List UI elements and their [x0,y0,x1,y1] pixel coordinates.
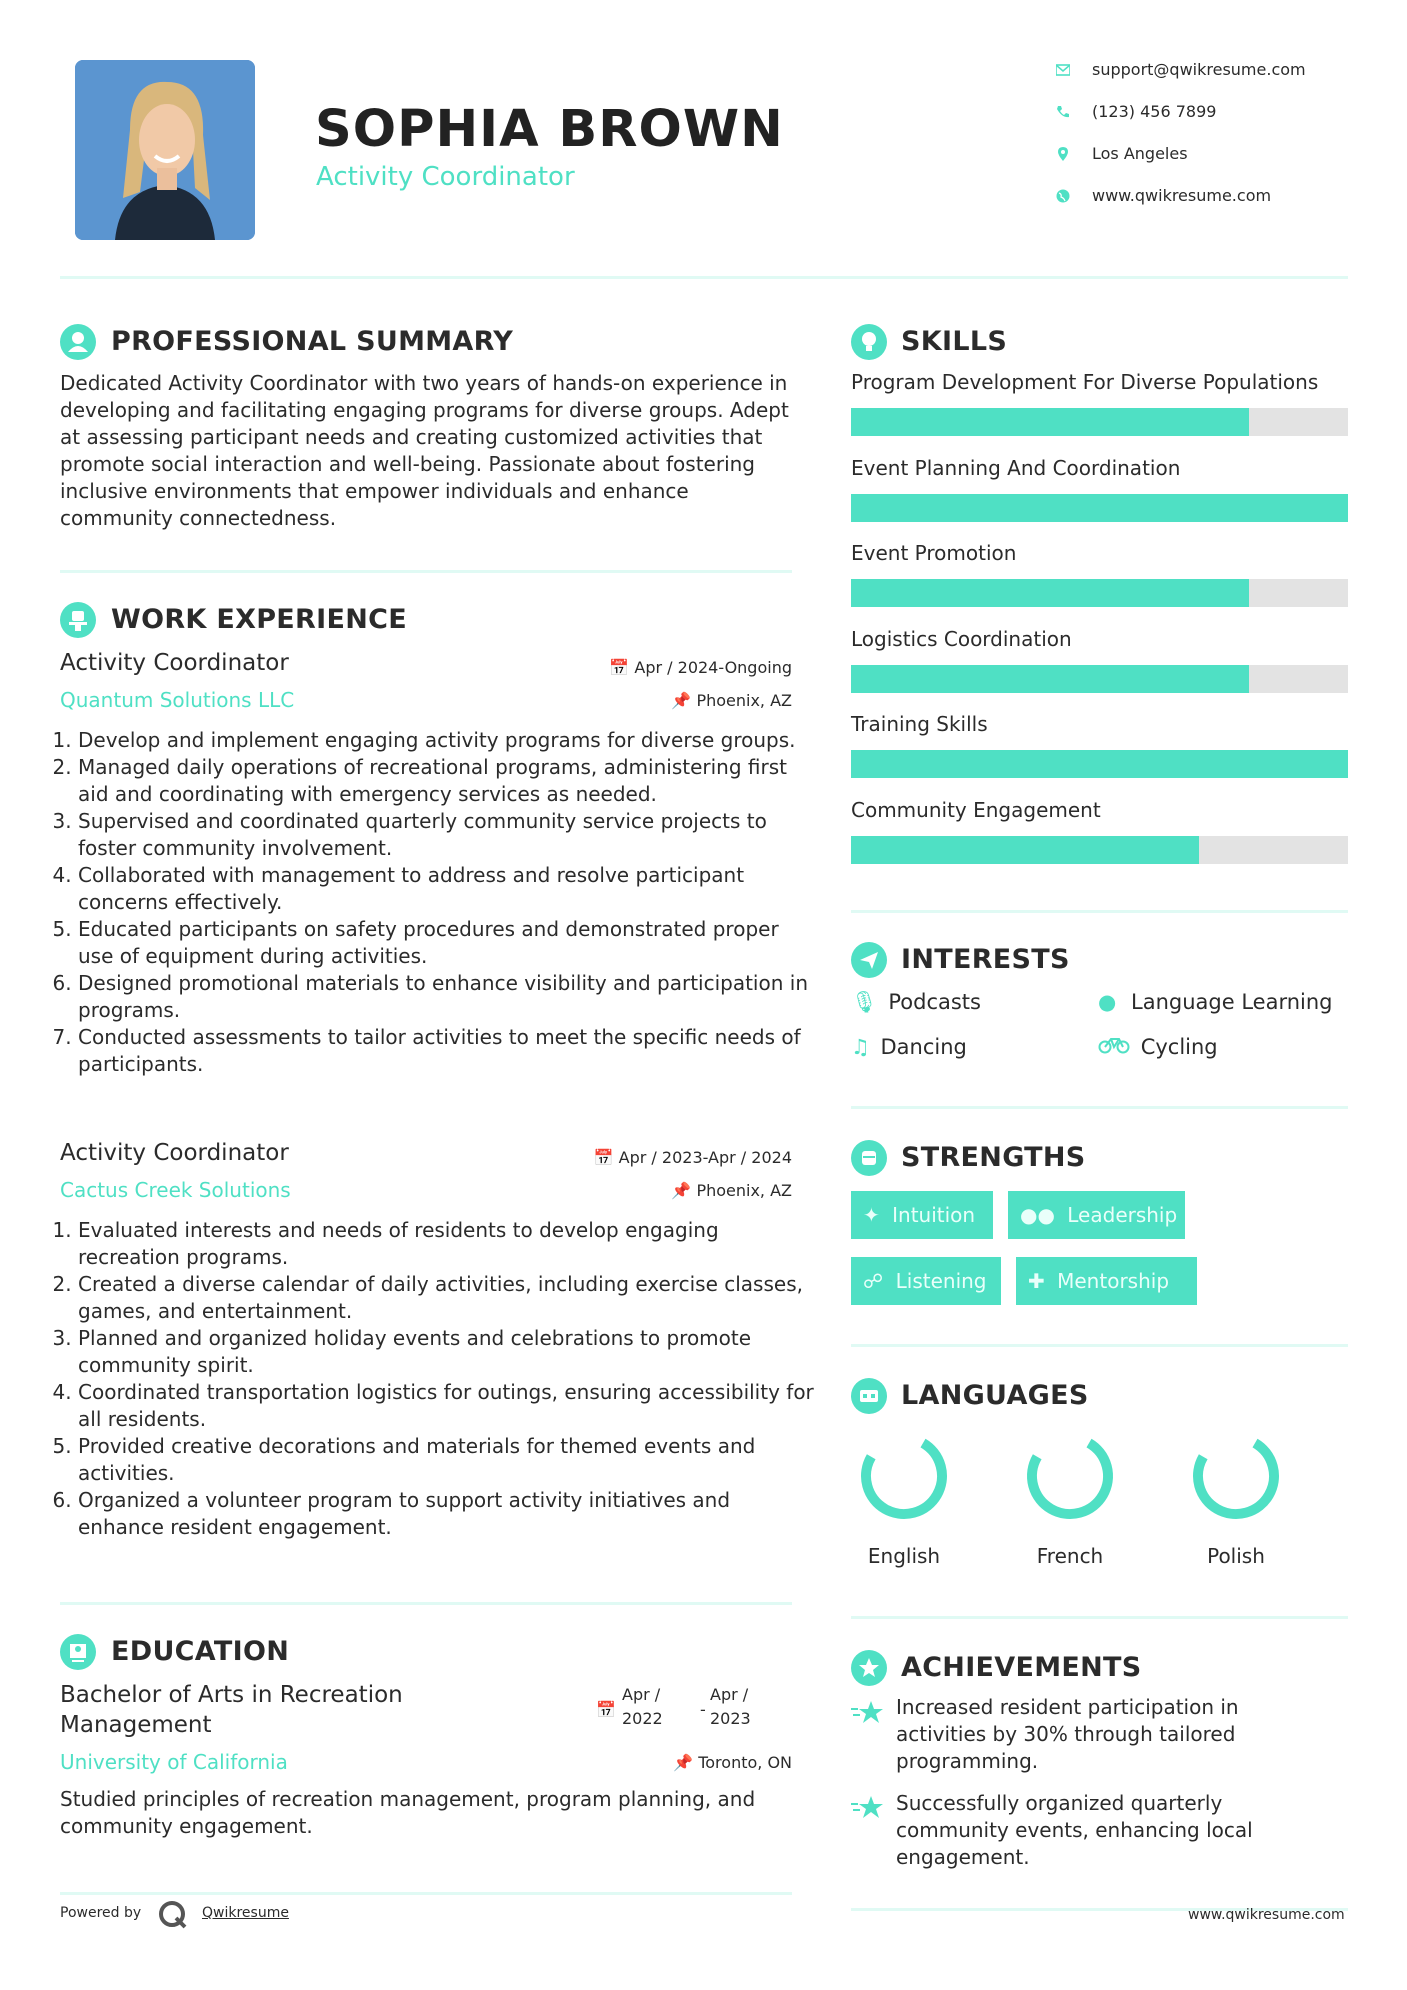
experience-heading: WORK EXPERIENCE [111,604,407,635]
lightbulb-icon [851,324,887,360]
job-2-company: Cactus Creek Solutions [60,1178,291,1202]
language-ring-arc [860,1432,948,1520]
experience-divider [60,1602,792,1605]
summary-divider [60,570,792,573]
strength-label: Listening [895,1269,987,1293]
skill-bar-fill [851,665,1249,693]
calendar-icon: 📅 [609,658,630,677]
job-2-location [600,1181,792,1200]
interest-dancing [851,1035,967,1059]
interests-heading: INTERESTS [901,944,1070,975]
list-item: 7. Conducted assessments to tailor activities to meet the specific needs of participants. [78,1024,818,1078]
job-2-title: Activity Coordinator [60,1140,289,1166]
list-item: 4. Collaborated with management to address and resolve participant concerns effectively. [78,862,818,916]
skill-name: Logistics Coordination [851,626,1072,651]
briefcase-icon [60,602,96,638]
language-icon [851,1378,887,1414]
pin-icon: 📌 [671,691,692,710]
skill-bar [851,408,1348,436]
edu-start-a: Apr / [622,1685,661,1704]
summary-text: Dedicated Activity Coordinator with two years of hands-on experience in developing and facilitating engaging programs for diverse groups. Adept at assessing participant needs and creating customized activities that promote social interaction and well-being. Passionate about fostering inclusive environments that empower individuals and enhance community connectedness. [60,371,789,530]
interest-podcasts [851,990,981,1015]
list-item: 3. Supervised and coordinated quarterly community service projects to foster community involvement. [78,808,818,862]
education-heading: EDUCATION [111,1636,290,1667]
powered-by-label: Powered by [60,1905,142,1921]
candidate-role: Activity Coordinator [316,162,575,192]
language-ring [1192,1432,1280,1524]
job-2-location-text: Phoenix, AZ [696,1181,792,1200]
header-divider [60,276,1348,279]
qwikresume-link[interactable]: Qwikresume [202,1905,289,1921]
skill-name: Event Planning And Coordination [851,455,1181,480]
footer-divider-left [60,1892,792,1895]
list-item: 1. Evaluated interests and needs of residents to develop engaging recreation programs. [78,1217,818,1271]
phone-text: (123) 456 7899 [1092,102,1217,121]
edu-separator: - [700,1700,706,1719]
language-name: French [1036,1544,1104,1568]
interests-divider [851,1106,1348,1109]
job-2-dates [560,1148,792,1167]
skill-bar [851,836,1348,864]
users-icon: ●● [1020,1203,1055,1227]
language-name: Polish [1207,1544,1265,1568]
skill-bar-fill [851,579,1249,607]
map-pin-icon [1056,146,1070,160]
website-text: www.qwikresume.com [1092,186,1272,205]
strength-label: Intuition [892,1203,976,1227]
phone-icon [1056,104,1070,118]
skill-bar [851,579,1348,607]
candidate-name: SOPHIA BROWN [315,100,784,159]
list-item: 2. Managed daily operations of recreational programs, administering first aid and coordinating with emergency services as needed. [78,754,818,808]
calendar-icon: 📅 [593,1148,614,1167]
edu-description: Studied principles of recreation management, program planning, and community engagement. [60,1787,756,1838]
strength-label: Mentorship [1057,1269,1170,1293]
profile-photo [75,60,255,240]
list-item: 3. Planned and organized holiday events and celebrations to promote community spirit. [78,1325,818,1379]
edu-start-b: 2022 [622,1709,663,1728]
achievements-heading: ACHIEVEMENTS [901,1652,1142,1683]
user-plus-icon: ✚ [1028,1269,1045,1293]
microphone-icon: 🎙 [851,990,878,1014]
skill-name: Program Development For Diverse Populations [851,370,1319,394]
strength-intuition [851,1191,993,1239]
bicycle-icon [1098,1035,1137,1059]
star-icon [851,1700,885,1730]
job-2-duties [60,1217,818,1541]
skill-bar [851,494,1348,522]
job-1-dates-text: Apr / 2024-Ongoing [634,658,792,677]
interest-language-learning [1098,990,1333,1014]
language-ring [1026,1432,1114,1524]
globe-icon [1056,188,1070,202]
award-icon [851,1650,887,1686]
skill-bar [851,665,1348,693]
strengths-divider [851,1344,1348,1347]
skills-heading: SKILLS [901,326,1008,357]
strength-listening [851,1257,1001,1305]
list-item: 6. Organized a volunteer program to support activity initiatives and enhance resident engagement. [78,1487,818,1541]
job-1-duties [60,727,818,1078]
paper-plane-icon [851,942,887,978]
strength-leadership [1008,1191,1185,1239]
job-1-location [600,691,792,710]
edu-location-text: Toronto, ON [698,1753,792,1772]
location-text: Los Angeles [1092,144,1188,163]
languages-divider [851,1616,1348,1619]
interest-label: Dancing [880,1035,967,1059]
user-circle-icon [60,324,96,360]
qwikresume-logo-icon [158,1900,188,1934]
skills-divider [851,910,1348,913]
summary-heading: PROFESSIONAL SUMMARY [111,326,514,357]
edu-end-a: Apr / [710,1685,749,1704]
language-ring-arc [1026,1432,1114,1520]
job-1-company: Quantum Solutions LLC [60,688,295,712]
interest-label: Podcasts [888,990,981,1014]
list-item: 4. Coordinated transportation logistics for outings, ensuring accessibility for all residents. [78,1379,818,1433]
list-item: 2. Created a diverse calendar of daily activities, including exercise classes, games, and entertainment. [78,1271,818,1325]
edu-location [600,1753,792,1772]
job-1-location-text: Phoenix, AZ [696,691,792,710]
headphones-icon: ☍ [863,1269,884,1293]
interest-label: Language Learning [1131,990,1333,1014]
job-1-title: Activity Coordinator [60,650,289,676]
list-item: 6. Designed promotional materials to enhance visibility and participation in programs. [78,970,818,1024]
pin-icon: 📌 [671,1181,692,1200]
skill-bar-fill [851,408,1249,436]
skill-name: Training Skills [851,712,988,736]
achievement-1: Increased resident participation in activities by 30% through tailored programming. [896,1695,1239,1773]
school-name: University of California [60,1750,288,1774]
skill-bar-fill [851,494,1348,522]
magic-wand-icon: ✦ [863,1203,880,1227]
music-note-icon: ♫ [851,1035,870,1059]
interest-label: Cycling [1140,1035,1218,1059]
job-1-dates [600,658,792,677]
list-item: 5. Provided creative decorations and materials for themed events and activities. [78,1433,818,1487]
strength-mentorship [1016,1257,1197,1305]
list-item: 5. Educated participants on safety procedures and demonstrated proper use of equipment during activities. [78,916,818,970]
star-icon [851,1795,885,1825]
language-name: English [867,1544,941,1568]
language-ring-arc [1192,1432,1280,1520]
skill-bar [851,750,1348,778]
mail-icon [1056,62,1070,76]
skill-bar-fill [851,836,1199,864]
achievement-2: Successfully organized quarterly community events, enhancing local engagement. [896,1791,1253,1869]
degree-line-1: Bachelor of Arts in Recreation [60,1682,403,1708]
job-2-dates-text: Apr / 2023-Apr / 2024 [618,1148,792,1167]
language-ring [860,1432,948,1524]
strength-label: Leadership [1067,1203,1178,1227]
edu-end-b: 2023 [710,1709,751,1728]
footer-website[interactable]: www.qwikresume.com [1188,1907,1345,1923]
email-text: support@qwikresume.com [1092,60,1306,79]
pin-icon: 📌 [673,1753,694,1772]
skill-name: Event Promotion [851,541,1017,565]
graduation-icon [60,1634,96,1670]
degree-line-2: Management [60,1712,212,1738]
skill-name: Community Engagement [851,797,1101,822]
fist-icon [851,1140,887,1176]
globe-icon: ● [1098,990,1117,1014]
skill-bar-fill [851,750,1348,778]
list-item: 1. Develop and implement engaging activity programs for diverse groups. [78,727,818,754]
strengths-heading: STRENGTHS [901,1142,1086,1173]
interest-cycling [1098,1035,1218,1059]
calendar-icon: 📅 [596,1700,616,1719]
languages-heading: LANGUAGES [901,1380,1089,1411]
